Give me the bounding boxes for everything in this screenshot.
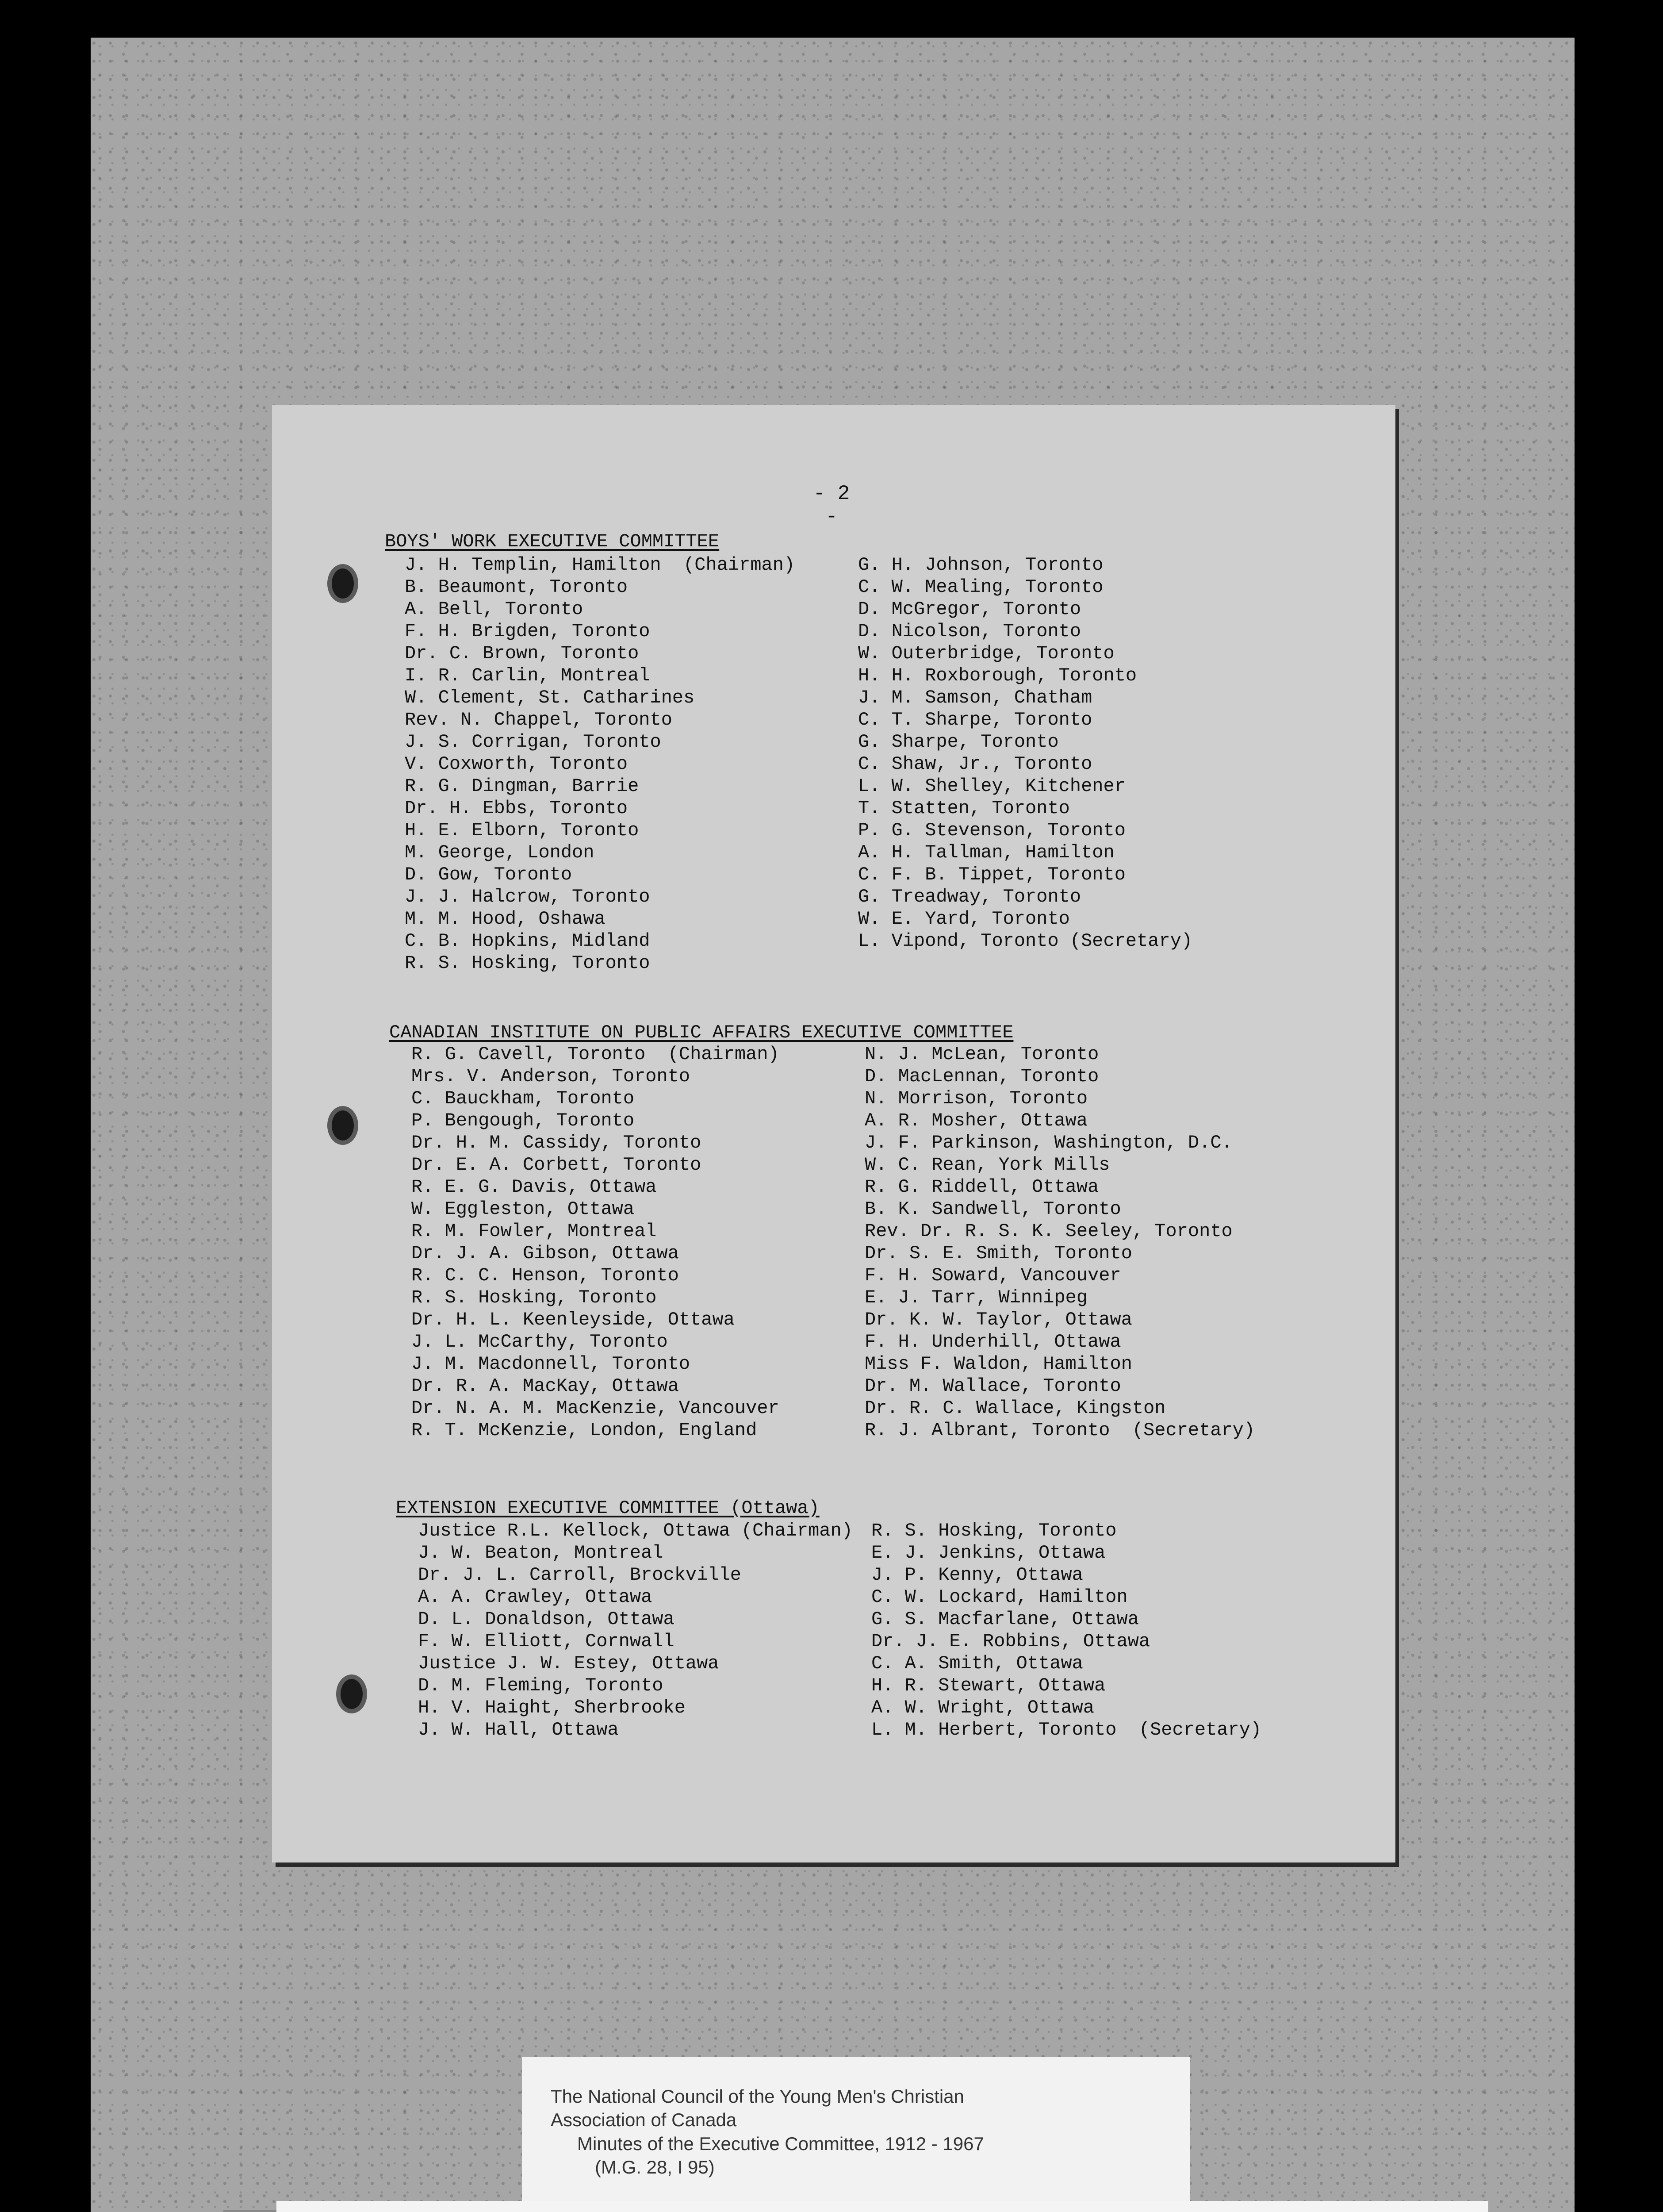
member-entry: W. Clement, St. Catharines: [405, 687, 695, 708]
member-entry: C. W. Mealing, Toronto: [858, 576, 1104, 598]
member-entry: Dr. C. Brown, Toronto: [405, 643, 639, 664]
member-entry: C. Bauckham, Toronto: [411, 1088, 635, 1109]
member-entry: J. F. Parkinson, Washington, D.C.: [865, 1132, 1233, 1153]
member-entry: W. Outerbridge, Toronto: [858, 643, 1115, 664]
archive-reference-label: [522, 2057, 1190, 2210]
member-entry: D. Gow, Toronto: [405, 864, 572, 885]
member-entry: L. W. Shelley, Kitchener: [858, 776, 1126, 797]
member-entry: C. B. Hopkins, Midland: [405, 930, 650, 952]
member-entry: R. S. Hosking, Toronto: [411, 1287, 657, 1308]
member-entry: V. Coxworth, Toronto: [405, 753, 628, 775]
member-entry: R. J. Albrant, Toronto (Secretary): [865, 1420, 1255, 1441]
member-entry: Dr. S. E. Smith, Toronto: [865, 1243, 1132, 1264]
member-entry: C. T. Sharpe, Toronto: [858, 709, 1092, 730]
member-entry: P. Bengough, Toronto: [411, 1110, 635, 1131]
member-entry: Dr. K. W. Taylor, Ottawa: [865, 1309, 1132, 1330]
member-entry: Dr. J. A. Gibson, Ottawa: [411, 1243, 679, 1264]
member-entry: Rev. Dr. R. S. K. Seeley, Toronto: [865, 1221, 1233, 1242]
member-entry: T. Statten, Toronto: [858, 798, 1070, 819]
member-entry: R. E. G. Davis, Ottawa: [411, 1176, 657, 1198]
member-entry: J. J. Halcrow, Toronto: [405, 886, 650, 907]
label-line-4: (M.G. 28, I 95): [595, 2157, 715, 2177]
boys-work-left-column: [405, 554, 795, 974]
member-entry: C. A. Smith, Ottawa: [871, 1653, 1083, 1674]
member-entry: L. M. Herbert, Toronto (Secretary): [871, 1719, 1262, 1740]
member-entry: D. M. Fleming, Toronto: [418, 1675, 663, 1696]
member-entry: J. H. Templin, Hamilton (Chairman): [405, 554, 795, 576]
member-entry: G. Treadway, Toronto: [858, 886, 1081, 907]
member-entry: G. S. Macfarlane, Ottawa: [871, 1609, 1139, 1630]
member-entry: Rev. N. Chappel, Toronto: [405, 709, 672, 730]
member-entry: D. Nicolson, Toronto: [858, 621, 1081, 642]
member-entry: J. P. Kenny, Ottawa: [871, 1564, 1083, 1586]
member-entry: N. Morrison, Toronto: [865, 1088, 1088, 1109]
member-entry: Dr. H. L. Keenleyside, Ottawa: [411, 1309, 735, 1330]
member-entry: H. R. Stewart, Ottawa: [871, 1675, 1106, 1696]
member-entry: Dr. R. C. Wallace, Kingston: [865, 1398, 1166, 1419]
member-entry: B. K. Sandwell, Toronto: [865, 1198, 1121, 1220]
member-entry: Dr. M. Wallace, Toronto: [865, 1375, 1121, 1397]
member-entry: Dr. N. A. M. MacKenzie, Vancouver: [411, 1398, 779, 1419]
member-entry: J. W. Beaton, Montreal: [418, 1542, 663, 1563]
member-entry: D. L. Donaldson, Ottawa: [418, 1609, 674, 1630]
extension-left-column: [418, 1520, 853, 1741]
member-entry: R. T. McKenzie, London, England: [411, 1420, 757, 1441]
member-entry: C. F. B. Tippet, Toronto: [858, 864, 1126, 885]
member-entry: R. C. C. Henson, Toronto: [411, 1265, 679, 1286]
member-entry: Justice R.L. Kellock, Ottawa (Chairman): [418, 1520, 853, 1541]
member-entry: F. H. Soward, Vancouver: [865, 1265, 1121, 1286]
label-line-2: Association of Canada: [551, 2109, 737, 2130]
member-entry: Dr. E. A. Corbett, Toronto: [411, 1154, 701, 1175]
member-entry: A. R. Mosher, Ottawa: [865, 1110, 1088, 1131]
member-entry: N. J. McLean, Toronto: [865, 1044, 1099, 1065]
member-entry: Dr. J. L. Carroll, Brockville: [418, 1564, 741, 1586]
member-entry: J. S. Corrigan, Toronto: [405, 731, 661, 753]
member-entry: E. J. Jenkins, Ottawa: [871, 1542, 1106, 1563]
punch-hole-top: [327, 564, 358, 603]
member-entry: J. M. Macdonnell, Toronto: [411, 1353, 690, 1375]
member-entry: A. A. Crawley, Ottawa: [418, 1586, 652, 1608]
member-entry: M. George, London: [405, 842, 594, 863]
member-entry: Mrs. V. Anderson, Toronto: [411, 1066, 690, 1087]
member-entry: Dr. J. E. Robbins, Ottawa: [871, 1631, 1150, 1652]
member-entry: F. H. Brigden, Toronto: [405, 621, 650, 642]
member-entry: F. H. Underhill, Ottawa: [865, 1331, 1121, 1352]
member-entry: R. M. Fowler, Montreal: [411, 1221, 657, 1242]
member-entry: R. S. Hosking, Toronto: [405, 952, 650, 974]
boys-work-right-column: [858, 554, 1192, 952]
member-entry: H. E. Elborn, Toronto: [405, 820, 639, 841]
member-entry: R. G. Dingman, Barrie: [405, 776, 639, 797]
extension-right-column: [871, 1520, 1261, 1741]
member-entry: A. H. Tallman, Hamilton: [858, 842, 1115, 863]
member-entry: B. Beaumont, Toronto: [405, 576, 628, 598]
member-entry: G. H. Johnson, Toronto: [858, 554, 1104, 576]
member-entry: R. G. Cavell, Toronto (Chairman): [411, 1044, 779, 1065]
member-entry: A. Bell, Toronto: [405, 599, 583, 620]
member-entry: J. L. McCarthy, Toronto: [411, 1331, 668, 1352]
member-entry: D. MacLennan, Toronto: [865, 1066, 1099, 1087]
member-entry: Miss F. Waldon, Hamilton: [865, 1353, 1132, 1375]
member-entry: P. G. Stevenson, Toronto: [858, 820, 1126, 841]
member-entry: H. H. Roxborough, Toronto: [858, 665, 1137, 686]
member-entry: Dr. H. Ebbs, Toronto: [405, 798, 628, 819]
member-entry: G. Sharpe, Toronto: [858, 731, 1059, 753]
punch-hole-bottom: [336, 1674, 367, 1713]
section-heading: CANADIAN INSTITUTE ON PUBLIC AFFAIRS EXECUTIVE COMMITTEE: [389, 1022, 1014, 1043]
member-entry: Dr. H. M. Cassidy, Toronto: [411, 1132, 701, 1153]
member-entry: W. E. Yard, Toronto: [858, 908, 1070, 929]
label-line-1: The National Council of the Young Men's Christian: [551, 2086, 964, 2107]
member-entry: A. W. Wright, Ottawa: [871, 1697, 1095, 1718]
member-entry: R. G. Riddell, Ottawa: [865, 1176, 1099, 1198]
member-entry: Dr. R. A. MacKay, Ottawa: [411, 1375, 679, 1397]
punch-hole-middle: [327, 1106, 358, 1145]
document-page: [272, 405, 1395, 1863]
member-entry: C. W. Lockard, Hamilton: [871, 1586, 1128, 1608]
member-entry: W. C. Rean, York Mills: [865, 1154, 1110, 1175]
member-entry: D. McGregor, Toronto: [858, 599, 1081, 620]
public-affairs-right-column: [865, 1043, 1255, 1441]
public-affairs-left-column: [411, 1043, 779, 1441]
member-entry: R. S. Hosking, Toronto: [871, 1520, 1117, 1541]
member-entry: J. W. Hall, Ottawa: [418, 1719, 619, 1740]
member-entry: J. M. Samson, Chatham: [858, 687, 1092, 708]
member-entry: C. Shaw, Jr., Toronto: [858, 753, 1092, 775]
member-entry: M. M. Hood, Oshawa: [405, 908, 605, 929]
member-entry: Justice J. W. Estey, Ottawa: [418, 1653, 719, 1674]
label-line-3: Minutes of the Executive Committee, 1912 - 1967: [577, 2133, 984, 2154]
member-entry: L. Vipond, Toronto (Secretary): [858, 930, 1193, 952]
member-entry: H. V. Haight, Sherbrooke: [418, 1697, 686, 1718]
public-archives-stamp: [276, 2201, 1488, 2212]
page-number: - 2 -: [813, 482, 850, 528]
member-entry: W. Eggleston, Ottawa: [411, 1198, 635, 1220]
section-heading: BOYS' WORK EXECUTIVE COMMITTEE: [385, 531, 720, 552]
member-entry: F. W. Elliott, Cornwall: [418, 1631, 674, 1652]
section-heading: EXTENSION EXECUTIVE COMMITTEE (Ottawa): [396, 1498, 820, 1519]
member-entry: I. R. Carlin, Montreal: [405, 665, 650, 686]
member-entry: E. J. Tarr, Winnipeg: [865, 1287, 1088, 1308]
